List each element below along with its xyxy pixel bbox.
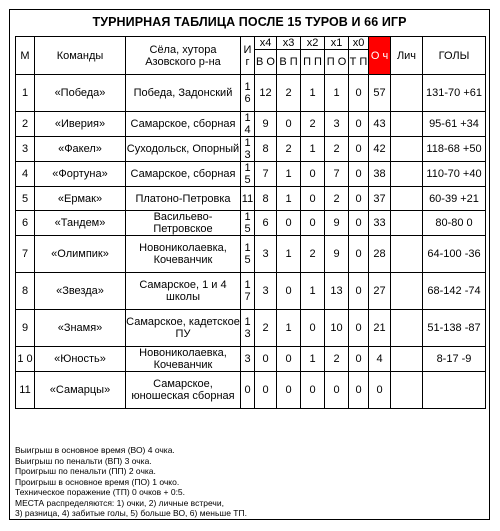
row-tp: 0 (349, 112, 369, 137)
row-points: 27 (369, 273, 391, 310)
row-vp: 0 (277, 372, 301, 409)
row-tp: 0 (349, 236, 369, 273)
row-vo: 8 (255, 187, 277, 211)
row-team: «Фортуна» (35, 162, 126, 187)
row-village: Самарское, 1 и 4 школы (126, 273, 241, 310)
header-po: П О (325, 50, 349, 75)
row-points: 38 (369, 162, 391, 187)
row-team: «Олимпик» (35, 236, 126, 273)
table-row (16, 310, 486, 347)
header-x3: х3 (277, 37, 301, 50)
header-x2: х2 (301, 37, 325, 50)
row-vo: 3 (255, 273, 277, 310)
row-goals: 60-39 +21 (423, 187, 486, 211)
header-points: О ч (369, 37, 391, 75)
row-pp: 2 (301, 112, 325, 137)
row-team: «Ермак» (35, 187, 126, 211)
header-teams: Команды (35, 37, 126, 75)
row-village: Новониколаевка, Кочеванчик (126, 236, 241, 273)
row-po: 2 (325, 137, 349, 162)
table-row (16, 187, 486, 211)
row-vo: 2 (255, 310, 277, 347)
rules-notes (15, 445, 485, 519)
header-x4: х4 (255, 37, 277, 50)
row-goals: 131-70 +61 (423, 75, 486, 112)
row-games: 1 5 (241, 162, 255, 187)
row-village: Самарское, сборная (126, 112, 241, 137)
row-team: «Звезда» (35, 273, 126, 310)
table-row (16, 75, 486, 112)
row-po: 9 (325, 211, 349, 236)
row-tp: 0 (349, 75, 369, 112)
row-team: «Самарцы» (35, 372, 126, 409)
row-vo: 6 (255, 211, 277, 236)
row-pp: 1 (301, 347, 325, 372)
note-line: Проигрыш в основное время (ПО) 1 очко. (15, 476, 180, 487)
row-vo: 12 (255, 75, 277, 112)
row-personal (391, 75, 423, 112)
row-team: «Тандем» (35, 211, 126, 236)
row-goals: 8-17 -9 (423, 347, 486, 372)
row-vo: 9 (255, 112, 277, 137)
header-x0: х0 (349, 37, 369, 50)
row-tp: 0 (349, 273, 369, 310)
header-place: М (16, 37, 35, 75)
header-vp: В П (277, 50, 301, 75)
standings-table (15, 36, 486, 409)
row-pp: 0 (301, 372, 325, 409)
row-po: 7 (325, 162, 349, 187)
row-village: Новониколаевка, Кочеванчик (126, 347, 241, 372)
row-tp: 0 (349, 310, 369, 347)
row-pp: 0 (301, 310, 325, 347)
row-points: 57 (369, 75, 391, 112)
row-vp: 1 (277, 236, 301, 273)
row-vp: 1 (277, 187, 301, 211)
row-personal (391, 347, 423, 372)
row-points: 42 (369, 137, 391, 162)
header-goals: ГОЛЫ (423, 37, 486, 75)
table-row (16, 112, 486, 137)
row-po: 9 (325, 236, 349, 273)
row-vo: 8 (255, 137, 277, 162)
row-place: 2 (16, 112, 35, 137)
table-row (16, 236, 486, 273)
row-place: 1 0 (16, 347, 35, 372)
row-po: 2 (325, 347, 349, 372)
row-goals: 95-61 +34 (423, 112, 486, 137)
table-row (16, 137, 486, 162)
row-goals (423, 372, 486, 409)
header-vo: В О (255, 50, 277, 75)
row-games: 1 3 (241, 137, 255, 162)
row-tp: 0 (349, 187, 369, 211)
row-place: 7 (16, 236, 35, 273)
row-place: 8 (16, 273, 35, 310)
row-personal (391, 372, 423, 409)
row-personal (391, 310, 423, 347)
page-title: ТУРНИРНАЯ ТАБЛИЦА ПОСЛЕ 15 ТУРОВ И 66 ИГР (92, 15, 407, 29)
row-place: 11 (16, 372, 35, 409)
note-line: Выигрыш по пенальти (ВП) 3 очка. (15, 455, 152, 466)
row-tp: 0 (349, 137, 369, 162)
row-tp: 0 (349, 347, 369, 372)
row-personal (391, 137, 423, 162)
row-points: 28 (369, 236, 391, 273)
table-row (16, 273, 486, 310)
note-line: Техническое поражение (ТП) 0 очков + 0:5. (15, 487, 186, 497)
row-goals: 64-100 -36 (423, 236, 486, 273)
row-personal (391, 273, 423, 310)
row-vo: 7 (255, 162, 277, 187)
row-pp: 0 (301, 162, 325, 187)
row-tp: 0 (349, 372, 369, 409)
row-village: Победа, Задонский (126, 75, 241, 112)
table-row (16, 347, 486, 372)
row-po: 1 (325, 75, 349, 112)
row-team: «Факел» (35, 137, 126, 162)
row-pp: 1 (301, 137, 325, 162)
row-tp: 0 (349, 211, 369, 236)
row-pp: 2 (301, 236, 325, 273)
row-pp: 0 (301, 211, 325, 236)
row-place: 5 (16, 187, 35, 211)
row-team: «Знамя» (35, 310, 126, 347)
row-vp: 2 (277, 75, 301, 112)
row-goals: 110-70 +40 (423, 162, 486, 187)
row-games: 1 7 (241, 273, 255, 310)
row-vp: 0 (277, 211, 301, 236)
row-games: 3 (241, 347, 255, 372)
row-vp: 1 (277, 162, 301, 187)
row-team: «Победа» (35, 75, 126, 112)
row-team: «Юность» (35, 347, 126, 372)
row-pp: 1 (301, 75, 325, 112)
row-points: 0 (369, 372, 391, 409)
row-games: 1 3 (241, 310, 255, 347)
note-line: МЕСТА распределяются: 1) очки, 2) личные встречи, (15, 497, 224, 508)
row-po: 2 (325, 187, 349, 211)
row-games: 1 6 (241, 75, 255, 112)
row-points: 21 (369, 310, 391, 347)
row-games: 1 5 (241, 211, 255, 236)
row-po: 10 (325, 310, 349, 347)
row-goals: 80-80 0 (423, 211, 486, 236)
row-personal (391, 187, 423, 211)
row-village: Самарское, сборная (126, 162, 241, 187)
note-line: Проигрыш по пенальти (ПП) 2 очка. (15, 466, 156, 476)
row-personal (391, 112, 423, 137)
row-games: 1 5 (241, 236, 255, 273)
row-points: 4 (369, 347, 391, 372)
row-vp: 2 (277, 137, 301, 162)
row-goals: 118-68 +50 (423, 137, 486, 162)
row-pp: 0 (301, 187, 325, 211)
row-place: 1 (16, 75, 35, 112)
row-place: 9 (16, 310, 35, 347)
row-pp: 1 (301, 273, 325, 310)
row-po: 3 (325, 112, 349, 137)
row-vo: 3 (255, 236, 277, 273)
row-place: 6 (16, 211, 35, 236)
header-pp: П П (301, 50, 325, 75)
row-village: Платоно-Петровка (126, 187, 241, 211)
row-points: 43 (369, 112, 391, 137)
row-points: 33 (369, 211, 391, 236)
row-vp: 1 (277, 310, 301, 347)
table-row (16, 372, 486, 409)
row-vo: 0 (255, 347, 277, 372)
note-line: 3) разница, 4) забитые голы, 5) больше ВО, 6) меньше ТП. (15, 508, 247, 518)
row-village: Суходольск, Опорный (126, 137, 241, 162)
header-tp: Т П (349, 50, 369, 75)
row-goals: 68-142 -74 (423, 273, 486, 310)
row-team: «Иверия» (35, 112, 126, 137)
header-personal: Лич (391, 37, 423, 75)
row-place: 3 (16, 137, 35, 162)
header-villages: Сёла, хутора Азовского р-на (126, 37, 241, 75)
row-personal (391, 236, 423, 273)
row-vo: 0 (255, 372, 277, 409)
row-vp: 0 (277, 347, 301, 372)
row-games: 11 (241, 187, 255, 211)
row-games: 1 4 (241, 112, 255, 137)
header-x1: х1 (325, 37, 349, 50)
row-village: Васильево-Петровское (126, 211, 241, 236)
table-row (16, 162, 486, 187)
row-personal (391, 162, 423, 187)
row-personal (391, 211, 423, 236)
table-row (16, 211, 486, 236)
row-tp: 0 (349, 162, 369, 187)
row-vp: 0 (277, 273, 301, 310)
row-points: 37 (369, 187, 391, 211)
row-po: 13 (325, 273, 349, 310)
row-goals: 51-138 -87 (423, 310, 486, 347)
row-vp: 0 (277, 112, 301, 137)
row-place: 4 (16, 162, 35, 187)
row-po: 0 (325, 372, 349, 409)
row-village: Самарское, кадетское ПУ (126, 310, 241, 347)
row-village: Самарское, юношеская сборная (126, 372, 241, 409)
row-games: 0 (241, 372, 255, 409)
note-line: Выигрыш в основное время (ВО) 4 очка. (15, 445, 175, 455)
header-games: И г (241, 37, 255, 75)
